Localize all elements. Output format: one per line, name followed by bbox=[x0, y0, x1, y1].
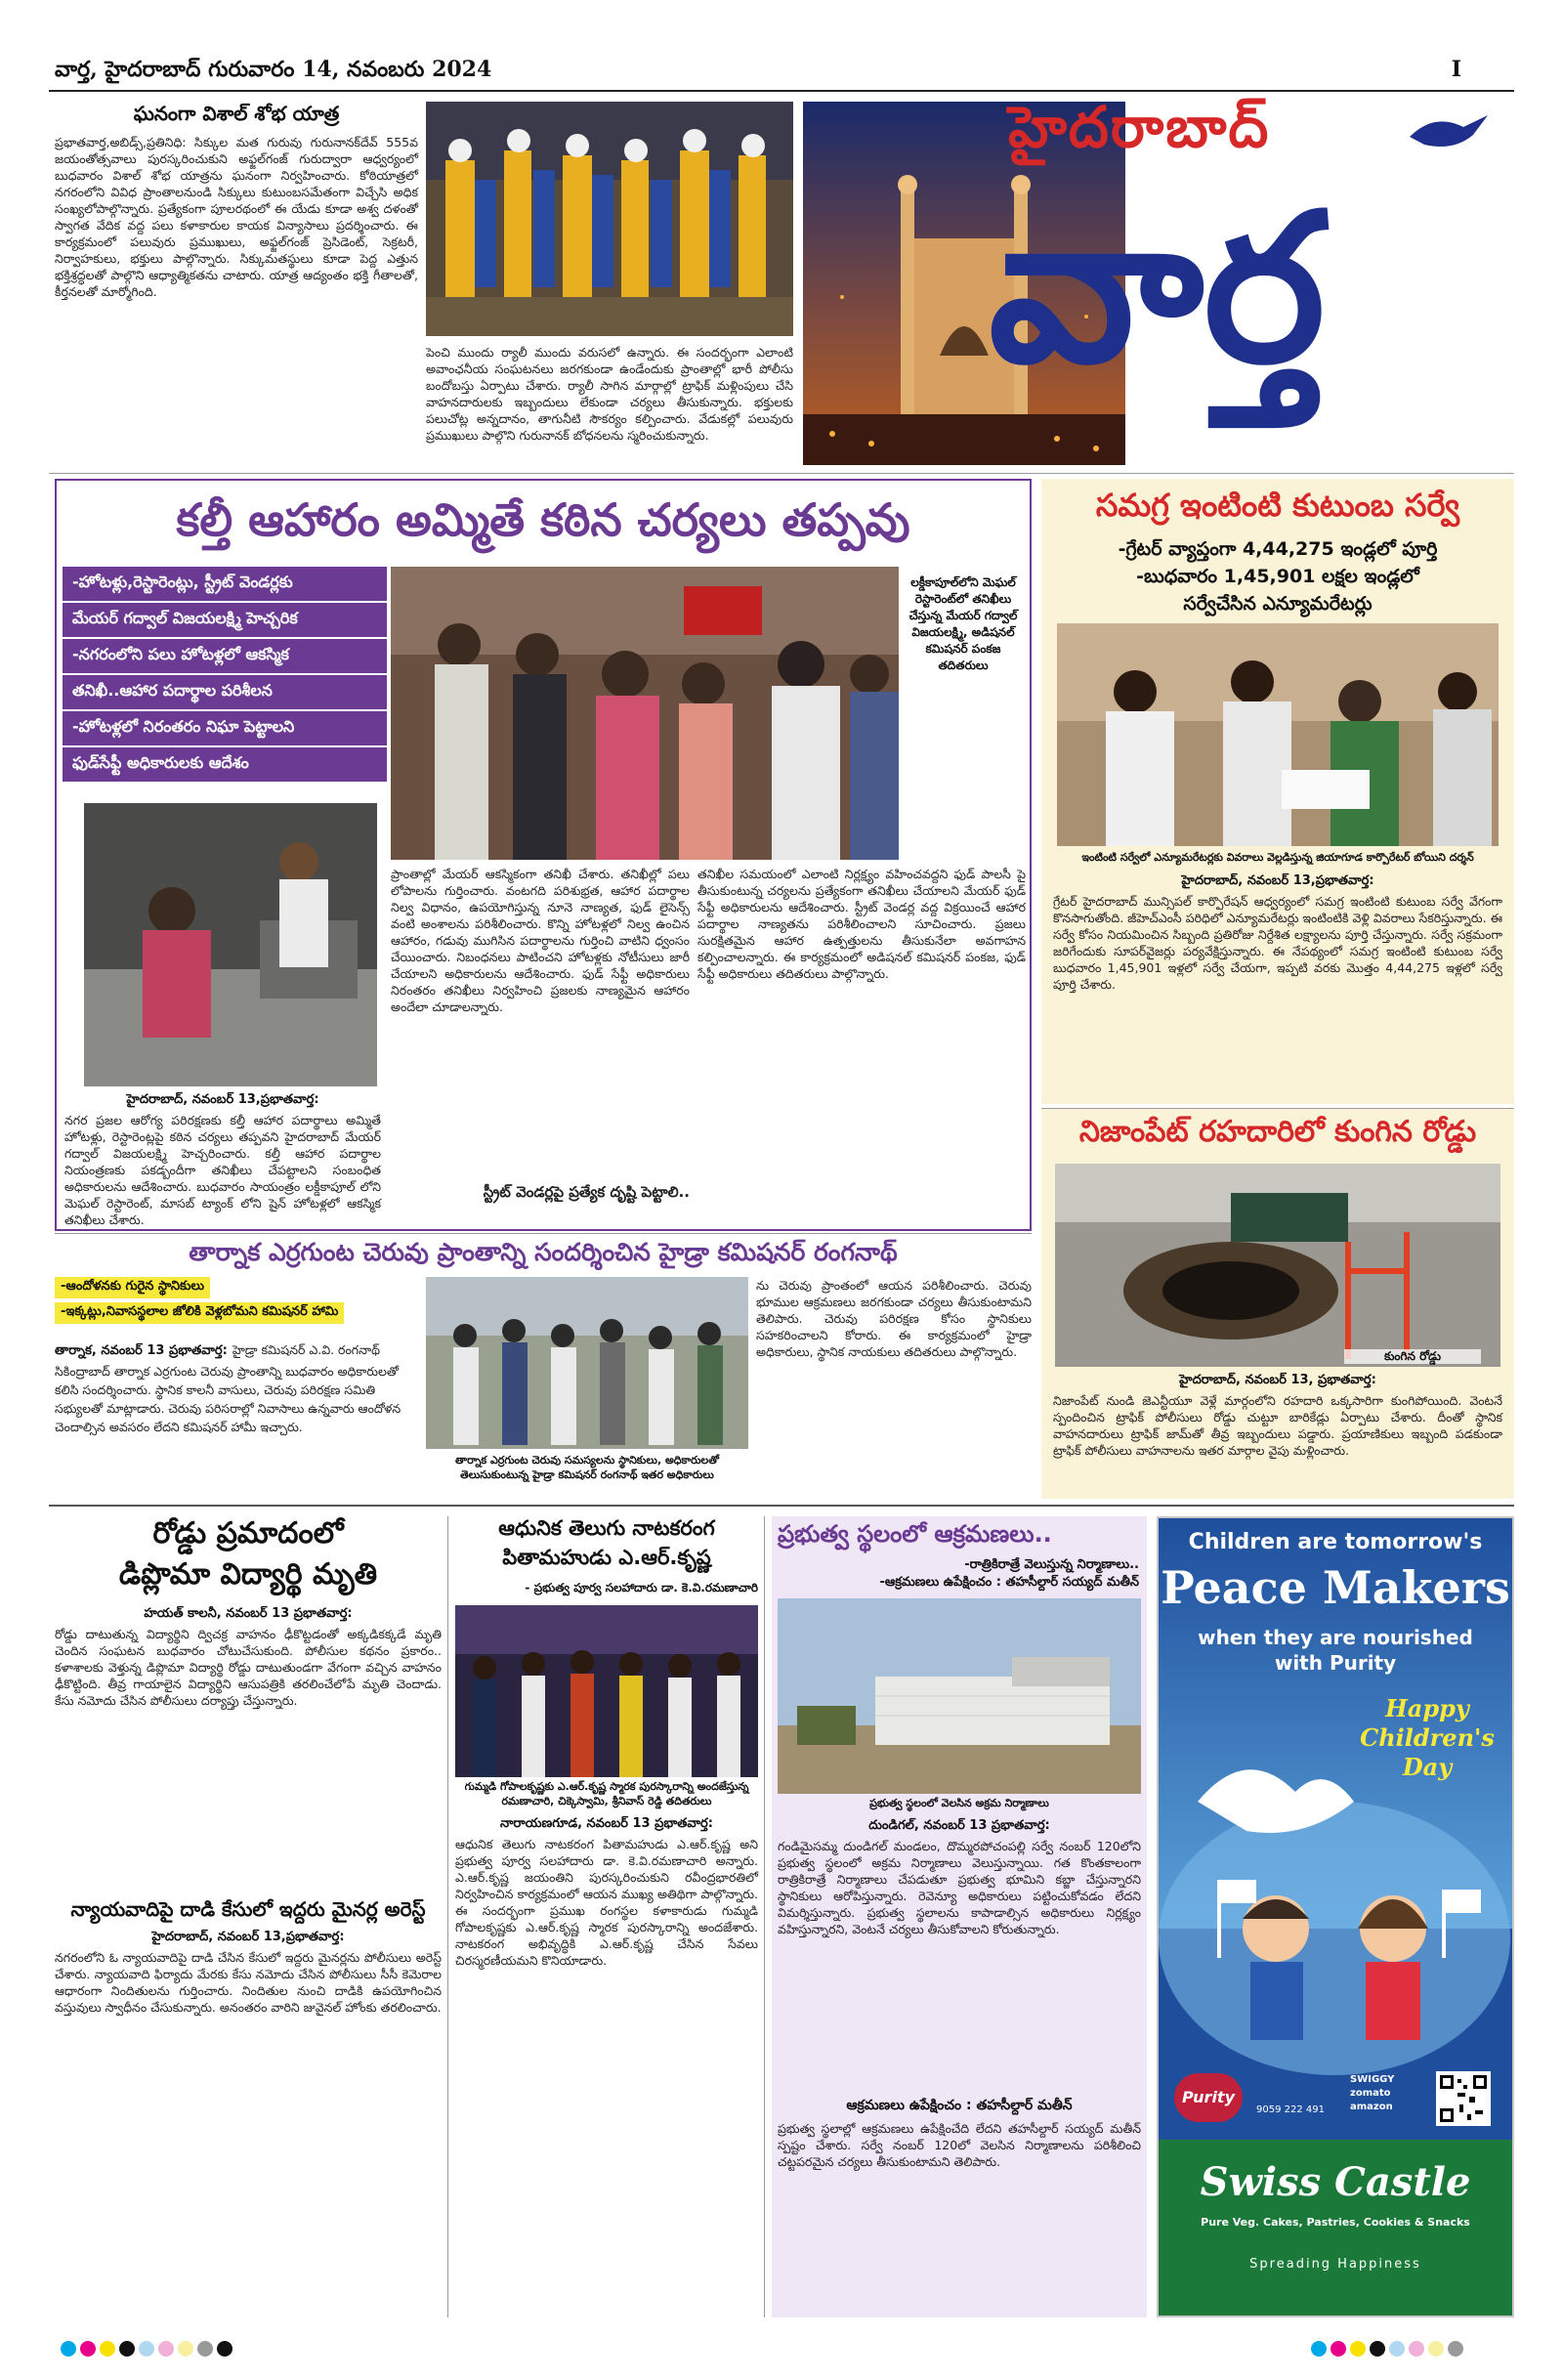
hydraa-sub-2: -ఇక్కట్లు,నివాసస్థలాల జోలికి వెళ్లబోమని కమిషనర్ హామి bbox=[55, 1302, 344, 1324]
main-photo-caption: లక్డీకాపూల్‌లోని మెఘల్ రెస్టారెంట్‌లో తనిఖీలు చేస్తున్న మేయర్ గద్వాల్ విజయలక్ష్మి, అడిషనల్ కమిషనర్ పంకజ తదితరులు bbox=[908, 575, 1018, 672]
hydraa-story bbox=[55, 1233, 1032, 1499]
hydraa-headline: తార్నాక ఎర్రగుంట చెరువు ప్రాంతాన్ని సందర్శించిన హైడ్రా కమిషనర్ రంగనాథ్ bbox=[189, 1238, 898, 1266]
ad-delivery-3: amazon bbox=[1350, 2102, 1393, 2112]
encroach-story bbox=[772, 1516, 1147, 2317]
dove-logo bbox=[1405, 107, 1493, 156]
main-photo-small bbox=[84, 803, 377, 1086]
ad-swiss-castle bbox=[1157, 1516, 1514, 2317]
survey-story bbox=[1041, 479, 1514, 1104]
hydraa-photo bbox=[426, 1277, 748, 1449]
hydraa-subs bbox=[55, 1277, 418, 1324]
theatre-photo-caption: గుమ్మడి గోపాలకృష్ణకు ఎ.ఆర్.కృష్ణ స్మారక పురస్కారాన్ని అందజేస్తున్న రమణాచారి, చిక్కెస్వామి, శ్రీనివాస్ రెడ్డి తదితరులు bbox=[464, 1780, 749, 1807]
theatre-headline-2: పితామహుడు ఎ.ఆర్.కృష్ణ bbox=[502, 1546, 711, 1569]
accident-headline-2: డిప్లొమా విద్యార్థి మృతి bbox=[118, 1557, 378, 1592]
ad-illustration bbox=[1159, 1684, 1512, 2095]
bonalu-body: ప్రభాతవార్త,అబిడ్స్,ప్రతినిధి: సిక్కుల మత గురువు గురునానక్‌దేవ్ 555వ జయంతోత్సవాలు పురస్కరించుకుని అఫ్జల్‌గంజ్ గురుద్వారా ఆధ్వర్యంలో బుధవారం విశాల్ శోభ యాత్రను ఘనంగా నిర్వహించారు. కోఠియాత్రలో నగరంలోని వివిధ ప్రాంతాలనుండి సిక్కులు కుటుంబసమేతంగా విచ్చేసి అధిక సంఖ్యలోపాల్గొన్నారు. ప్రత్యేకంగా పూలరథంలో ఈ యేడు కూడా అశ్వ దళంతో స్వాగత వేదిక వద్ద పలు కళాకారుల కాయక విన్యాసాలు ప్రదర్శించారు. ఈ కార్యక్రమంలో పలువురు ప్రముఖులు, అఫ్జల్‌గంజ్ ప్రెసిడెంట్, సెక్రటరీ, నిర్వాహకులు, భక్తులు పాల్గొన్నారు. సిక్కుమతస్థులు కూడా పెద్ద ఎత్తున భక్తిశ్రద్ధలతో పాల్గొని ఆధ్యాత్మికతను చాటారు. యాత్ర ఆద్యంతం భక్తి గీతాలతో, కీర్తనలతో మార్మోగింది. bbox=[55, 135, 418, 299]
ad-brand-sub: Pure Veg. Cakes, Pastries, Cookies & Snacks bbox=[1201, 2216, 1470, 2229]
main-col1 bbox=[64, 1092, 381, 1229]
hydraa-body-2: ను చెరువు ప్రాంతంలో ఆయన పరిశీలించారు. చెరువు భూముల ఆక్రమణలు జరగకుండా చర్యలు తీసుకుంటామని తెలిపారు. చెరువు పరిరక్షణ కోసం స్థానికులు సహకరించాలని కోరారు. ఈ కార్యక్రమంలో హైడ్రా అధికారులు, స్థానిక నాయకులు తదితరులు పాల్గొన్నారు. bbox=[756, 1278, 1032, 1359]
encroach-headline: ప్రభుత్వ స్థలంలో ఆక్రమణలు.. bbox=[778, 1520, 1052, 1548]
header-date: వార్త, హైదరాబాద్ గురువారం 14, నవంబరు 2024 bbox=[55, 57, 492, 82]
main-photo-large bbox=[391, 567, 899, 860]
main-bullet-6: ఫుడ్‌సేఫ్టీ అధికారులకు ఆదేశం bbox=[63, 747, 387, 784]
qr-code-icon bbox=[1436, 2071, 1491, 2126]
ad-line-2: Peace Makers bbox=[1161, 1561, 1510, 1614]
encroach-photo bbox=[778, 1598, 1141, 1794]
header-line bbox=[55, 57, 1461, 86]
main-col3: తనిఖీల సమయంలో ఎలాంటి నిర్లక్ష్యం వహించవద్దని ఫుడ్ పాలసీ పై తీసుకుంటున్న చర్యలను ప్రత్యేకంగా తనిఖీలు చేయాలని మేయర్ ఫుడ్ సేఫ్టీ అధికారులను ఆదేశించారు. స్ట్రీట్ వెండర్ల వద్ద విక్రయించే ఆహార పదార్థాల నాణ్యతను పరిశీలించాలని సూచించారు. ప్రజలు సురక్షితమైన ఆహార ఉత్పత్తులను తీసుకునేలా అవగాహన కల్పించాలన్నారు. ఈ కార్యక్రమంలో అడిషనల్ కమిషనర్ పంకజ, ఫుడ్ సేఫ్టీ అధికారులు తదితరులు పాల్గొన్నారు. bbox=[697, 867, 1026, 981]
hydraa-photo-caption: తార్నాక ఎర్రగుంట చెరువు సమస్యలను స్థానికులు, అధికారులతో తెలుసుకుంటున్న హైడ్రా కమిషనర్ రంగనాథ్ ఇతర అధికారులు bbox=[455, 1454, 719, 1481]
main-dateline: హైదరాబాద్, నవంబర్ 13,ప్రభాతవార్త: bbox=[126, 1092, 319, 1107]
road-photo bbox=[1055, 1164, 1500, 1367]
theatre-headline-1: ఆధునిక తెలుగు నాటకరంగ bbox=[498, 1516, 715, 1540]
ad-badge-1: Happy bbox=[1385, 1694, 1469, 1722]
survey-body: గ్రేటర్ హైదరాబాద్ మున్సిపల్ కార్పొరేషన్ ఆధ్వర్యంలో సమగ్ర ఇంటింటి కుటుంబ సర్వే వేగంగా కొనసాగుతోంది. జీహెచ్ఎంసీ పరిధిలో ఎన్యూమరేటర్లు ఇంటింటికి వెళ్లి వివరాలు సేకరిస్తున్నారు. ఈ సర్వే కోసం నియమించిన సిబ్బంది ప్రతిరోజు నిర్దేశిత లక్ష్యాలను పూర్తి చేస్తున్నారు. సర్వే సక్రమంగా జరిగేందుకు సూపర్‌వైజర్లు పర్యవేక్షిస్తున్నారు. ఈ నేపథ్యంలో సమగ్ర ఇంటింటి కుటుంబ సర్వే బుధవారం 1,45,901 ఇళ్లలో సర్వే చేయగా, ఇప్పటి వరకు మొత్తం 4,44,275 ఇళ్లలో సర్వే పూర్తి చేశారు. bbox=[1053, 894, 1502, 992]
encroach-sub-3: ఆక్రమణలు ఉపేక్షించం : తహసీల్దార్ మతీన్ bbox=[846, 2098, 1073, 2113]
hydraa-col1 bbox=[55, 1339, 418, 1500]
road-body-wrap bbox=[1053, 1373, 1502, 1498]
ad-line-4: with Purity bbox=[1274, 1651, 1397, 1675]
main-bullet-3: -నగరంలోని పలు హోటళ్లలో ఆకస్మిక bbox=[63, 639, 387, 675]
main-col2-body: ప్రాంతాల్లో మేయర్ ఆకస్మికంగా తనిఖీ చేశారు. తనిఖీల్లో పలు లోపాలను గుర్తించారు. వంటగది పరిశుభ్రత, ఆహార పదార్థాల నిల్వ విధానం, ఉపయోగిస్తున్న నూనె నాణ్యత, ఫుడ్ లైసెన్స్ వంటి అంశాలను పరిశీలించారు. కొన్ని హోటళ్లలో నిల్వ ఉంచిన ఆహారం, గడువు ముగిసిన పదార్థాలను గుర్తించి వాటిని ధ్వంసం చేయించారు. నిబంధనలు పాటించని హోటళ్లకు నోటీసులు జారీ చేయాలని అధికారులను ఆదేశించారు. ఫుడ్ సేఫ్టీ అధికారులు నిరంతరం తనిఖీలు నిర్వహించి ప్రజలకు నాణ్యమైన ఆహారం అందేలా చూడాలన్నారు. bbox=[391, 867, 690, 1014]
survey-subs bbox=[1041, 535, 1514, 617]
main-bullet-4: తనిఖీ..ఆహార పదార్థాల పరిశీలన bbox=[63, 675, 387, 711]
theatre-sub: - ప్రభుత్వ పూర్వ సలహాదారు డా. కె.వి.రమణాచారి bbox=[525, 1581, 758, 1594]
survey-sub-2: -బుధవారం 1,45,901 లక్షల ఇండ్లలో bbox=[1136, 566, 1419, 587]
encroach-photo-caption: ప్రభుత్వ స్థలంలో వెలసిన అక్రమ నిర్మాణాలు bbox=[869, 1797, 1049, 1809]
accident-story bbox=[55, 1516, 442, 2317]
masthead bbox=[989, 94, 1512, 469]
encroach-dateline: దుండిగల్, నవంబర్ 13 ప్రభాతవార్త: bbox=[868, 1818, 1050, 1833]
road-story bbox=[1041, 1108, 1514, 1499]
accident-body: రోడ్డు దాటుతున్న విద్యార్థిని ద్విచక్ర వాహనం ఢీకొట్టడంతో అక్కడికక్కడే మృతి చెందిన సంఘటన బుధవారం చోటుచేసుకుంది. పోలీసుల కథనం ప్రకారం.. కళాశాలకు వెళ్తున్న డిప్లొమా విద్యార్థి రోడ్డు దాటుతుండగా వేగంగా వచ్చిన వాహనం ఢీకొట్టింది. తీవ్ర గాయాలైన విద్యార్థిని ఆసుపత్రికి తరలించేలోపే మృతి చెందాడు. కేసు నమోదు చేసిన పోలీసులు దర్యాప్తు చేస్తున్నారు. bbox=[55, 1627, 442, 1708]
accident-dateline: హయత్ కాలనీ, నవంబర్ 13 ప్రభాతవార్త: bbox=[144, 1606, 353, 1621]
masthead-main: వార్త bbox=[989, 169, 1326, 408]
survey-dateline: హైదరాబాద్, నవంబర్ 13,ప్రభాతవార్త: bbox=[1181, 873, 1374, 888]
hydraa-sub-1: -ఆందోళనకు గురైన స్థానికులు bbox=[55, 1277, 210, 1298]
theatre-photo bbox=[455, 1605, 758, 1777]
main-bullets bbox=[63, 567, 387, 784]
rule-1 bbox=[49, 473, 1514, 474]
survey-photo bbox=[1057, 623, 1499, 846]
ad-delivery-2: zomato bbox=[1350, 2088, 1391, 2099]
encroach-body: గండిమైసమ్మ దుండిగల్ మండలం, దొమ్మరపోచంపల్లి సర్వే నంబర్ 120లోని ప్రభుత్వ స్థలంలో అక్రమ నిర్మాణాలు వెలుస్తున్నాయి. గత కొంతకాలంగా రాత్రికిరాత్రే నిర్మాణాలు చేపడుతూ ప్రభుత్వ భూమిని కబ్జా చేస్తున్నారని స్థానికులు ఆరోపిస్తున్నారు. రెవెన్యూ అధికారులు పట్టించుకోవడం లేదని విమర్శిస్తున్నారు. ప్రభుత్వ స్థలాలను కాపాడాల్సిన అధికారులు నిర్లక్ష్యం వహిస్తున్నారని, వెంటనే చర్యలు తీసుకోవాలని కోరుతున్నారు. bbox=[778, 1839, 1141, 1936]
ad-brand-small: Purity bbox=[1174, 2073, 1243, 2122]
road-photo-caption: కుంగిన రోడ్డు bbox=[1344, 1349, 1481, 1364]
bonalu-photo bbox=[426, 102, 793, 336]
accident-dateline-2: హైదరాబాద్, నవంబర్ 13,ప్రభాతవార్త: bbox=[151, 1930, 345, 1944]
accident-body-2: నగరంలోని ఓ న్యాయవాదిపై దాడి చేసిన కేసులో ఇద్దరు మైనర్లను పోలీసులు అరెస్ట్ చేశారు. న్యాయవాది ఫిర్యాదు మేరకు కేసు నమోదు చేసిన పోలీసులు సీసీ కెమెరాల ఆధారంగా నిందితులను గుర్తించారు. నిందితుల నుంచి దాడికి ఉపయోగించిన వస్తువులు స్వాధీనం చేసుకున్నారు. అనంతరం వారిని జువైనల్ హోంకు తరలించారు. bbox=[55, 1950, 442, 2015]
masthead-top: హైదరాబాద్ bbox=[1008, 94, 1271, 160]
main-headline: కల్తీ ఆహారం అమ్మితే కఠిన చర్యలు తప్పవు bbox=[176, 493, 910, 546]
rule-v1 bbox=[447, 1516, 448, 2317]
accident-headline-1: రోడ్డు ప్రమాదంలో bbox=[152, 1516, 344, 1551]
ad-line-3: when they are nourished bbox=[1198, 1626, 1473, 1649]
main-story-box bbox=[55, 479, 1032, 1231]
ad-brand: Swiss Castle bbox=[1200, 2159, 1471, 2205]
main-bullet-5: -హోటళ్లలో నిరంతరం నిఘా పెట్టాలని bbox=[63, 711, 387, 747]
registration-marks-right bbox=[1309, 2339, 1504, 2359]
survey-sub-1: -గ్రేటర్ వ్యాప్తంగా 4,44,275 ఇండ్లలో పూర్తి bbox=[1118, 538, 1438, 560]
ad-phone: 9059 222 491 bbox=[1256, 2104, 1325, 2115]
survey-photo-caption: ఇంటింటి సర్వేలో ఎన్యూమరేటర్లకు వివరాలు వెల్లడిస్తున్న జియాగూడ కార్పొరేటర్ బోయిని దర్శన్ bbox=[1081, 851, 1474, 864]
ad-delivery bbox=[1350, 2073, 1418, 2114]
survey-headline: సమగ్ర ఇంటింటి కుటుంబ సర్వే bbox=[1095, 487, 1460, 524]
survey-sub-3: సర్వేచేసిన ఎన్యూమరేటర్లు bbox=[1183, 593, 1373, 615]
main-bullet-1: -హోటళ్లు,రెస్టారెంట్లు, స్ట్రీట్ వెండర్లకు bbox=[63, 567, 387, 603]
main-bullet-2: మేయర్ గద్వాల్ విజయలక్ష్మి హెచ్చరిక bbox=[63, 603, 387, 639]
rule-2 bbox=[49, 1505, 1514, 1507]
main-col2 bbox=[391, 866, 690, 1229]
theatre-dateline: నారాయణగూడ, నవంబర్ 13 ప్రభాతవార్త: bbox=[500, 1816, 713, 1831]
encroach-sub-2: -ఆక్రమణలు ఉపేక్షించం : తహసీల్దార్ సయ్యద్ మతీన్ bbox=[879, 1575, 1139, 1590]
main-col2-sub: స్ట్రీట్ వెండర్లపై ప్రత్యేక దృష్టి పెట్టాలి.. bbox=[483, 1183, 690, 1201]
main-col1-body: నగర ప్రజల ఆరోగ్య పరిరక్షణకు కల్తీ ఆహార పదార్థాలు అమ్మితే హోటళ్లు, రెస్టారెంట్లపై కఠిన చర్యలు తప్పవని హైదరాబాద్ మేయర్ గద్వాల్ విజయలక్ష్మి హెచ్చరించారు. కల్తీ ఆహార పదార్థాల నియంత్రణకు పకడ్బందీగా తనిఖీలు చేపట్టాలని సంబంధిత అధికారులను ఆదేశించారు. బుధవారం సాయంత్రం లక్డీకాపూల్ లోని మెఘల్ రెస్టారెంట్, మాసబ్ ట్యాంక్ లోని షైన్ హోటళ్లలో ఆకస్మిక తనిఖీలు చేశారు. bbox=[64, 1113, 381, 1227]
registration-marks-left bbox=[59, 2339, 293, 2359]
ad-tagline: Spreading Happiness bbox=[1249, 2257, 1421, 2272]
rule-v2 bbox=[764, 1516, 765, 2317]
header-rule bbox=[49, 90, 1514, 92]
page-number: I bbox=[1451, 57, 1461, 82]
accident-headline-3: న్యాయవాదిపై దాడి కేసులో ఇద్దరు మైనర్ల అరెస్ట్ bbox=[70, 1897, 426, 1921]
theatre-body: ఆధునిక తెలుగు నాటకరంగ పితామహుడు ఎ.ఆర్.కృష్ణ అని ప్రభుత్వ పూర్వ సలహాదారు డా. కె.వి.రమణాచారి అన్నారు. ఎ.ఆర్.కృష్ణ జయంతిని పురస్కరించుకుని రవీంద్రభారతిలో నిర్వహించిన కార్యక్రమంలో ఆయన ముఖ్య అతిథిగా పాల్గొన్నారు. ఈ సందర్భంగా ప్రముఖ రంగస్థల కళాకారుడు గుమ్మడి గోపాలకృష్ణకు ఎ.ఆర్.కృష్ణ స్మారక పురస్కారాన్ని అందజేశారు. నాటకరంగ అభివృద్ధికి ఎ.ఆర్.కృష్ణ చేసిన సేవలు చిరస్మరణీయమని కొనియాడారు. bbox=[455, 1837, 758, 1968]
hydraa-body: హైడ్రా కమిషనర్ ఎ.వి. రంగనాథ్ సికింద్రాబాద్ తార్నాక ఎర్రగుంట చెరువు ప్రాంతాన్ని బుధవారం అధికారులతో కలిసి సందర్శించారు. స్థానిక కాలనీ వాసులు, చెరువు పరిరక్షణ సమితి సభ్యులతో మాట్లాడారు. చెరువు పరిసరాల్లో నివాసాలు ఉన్నవారు ఆందోళన చెందాల్సిన అవసరం లేదని కమిషనర్ హామీ ఇచ్చారు. bbox=[55, 1342, 401, 1434]
road-dateline: హైదరాబాద్, నవంబర్ 13, ప్రభాతవార్త: bbox=[1179, 1373, 1376, 1387]
road-headline: నిజాంపేట్ రహదారిలో కుంగిన రోడ్డు bbox=[1078, 1115, 1477, 1149]
ad-delivery-1: SWIGGY bbox=[1350, 2074, 1395, 2085]
encroach-sub-1: -రాత్రికిరాత్రే వెలుస్తున్న నిర్మాణాలు.. bbox=[964, 1557, 1139, 1572]
bonalu-body-cont: పెంచి ముందు ర్యాలీ ముందు వరుసలో ఉన్నారు. ఈ సందర్భంగా ఎలాంటి అవాంఛనీయ సంఘటనలు జరగకుండా ఉండేందుకు ప్రాంతాల్లో భారీ పోలీసు బందోబస్తు ఏర్పాటు చేశారు. ర్యాలీ సాగిన మార్గాల్లో ట్రాఫిక్ మళ్లింపులు చేసి వాహనదారులకు ఇబ్బందులు లేకుండా చర్యలు తీసుకున్నారు. భక్తులకు పలుచోట్ల అన్నదానం, తాగునీటి సౌకర్యం కల్పించారు. వేడుకల్లో పలువురు ప్రముఖులు పాల్గొని గురునానక్ బోధనలను స్మరించుకున్నారు. bbox=[426, 345, 793, 443]
theatre-story bbox=[455, 1516, 758, 2317]
bonalu-story bbox=[55, 102, 418, 463]
road-body: నిజాంపేట్ నుండి జెఎన్టీయూ వెళ్లే మార్గంలోని రహదారి ఒక్కసారిగా కుంగిపోయింది. వెంటనే స్పందించిన ట్రాఫిక్ పోలీసులు రోడ్డు చుట్టూ బారికేడ్లు ఏర్పాటు చేశారు. దీంతో స్థానిక వాహనదారులు ట్రాఫిక్ జామ్‌తో తీవ్ర ఇబ్బందులు పడ్డారు. ప్రయాణికులు ఇబ్బంది పడకుండా ట్రాఫిక్ పోలీసులు వాహనాలను ఇతర మార్గాల వైపు మళ్లించారు. bbox=[1053, 1393, 1502, 1458]
ad-badge-2: Children's bbox=[1360, 1723, 1495, 1752]
ad-line-1: Children are tomorrow's bbox=[1188, 1530, 1483, 1554]
bonalu-headline: ఘనంగా విశాల్ శోభ యాత్ర bbox=[133, 102, 340, 125]
survey-body-wrap bbox=[1053, 873, 1502, 1100]
encroach-body-2: ప్రభుత్వ స్థలాల్లో ఆక్రమణలు ఉపేక్షించేది లేదని తహసీల్దార్ సయ్యద్ మతీన్ స్పష్టం చేశారు. సర్వే నంబర్ 120లో వెలసిన నిర్మాణాలను పరిశీలించి చట్టపరమైన చర్యలు తీసుకుంటామని తెలిపారు. bbox=[778, 2121, 1141, 2169]
hydraa-dateline: తార్నాక, నవంబర్ 13 ప్రభాతవార్త: bbox=[55, 1343, 228, 1358]
ad-badge-3: Day bbox=[1402, 1753, 1453, 1781]
